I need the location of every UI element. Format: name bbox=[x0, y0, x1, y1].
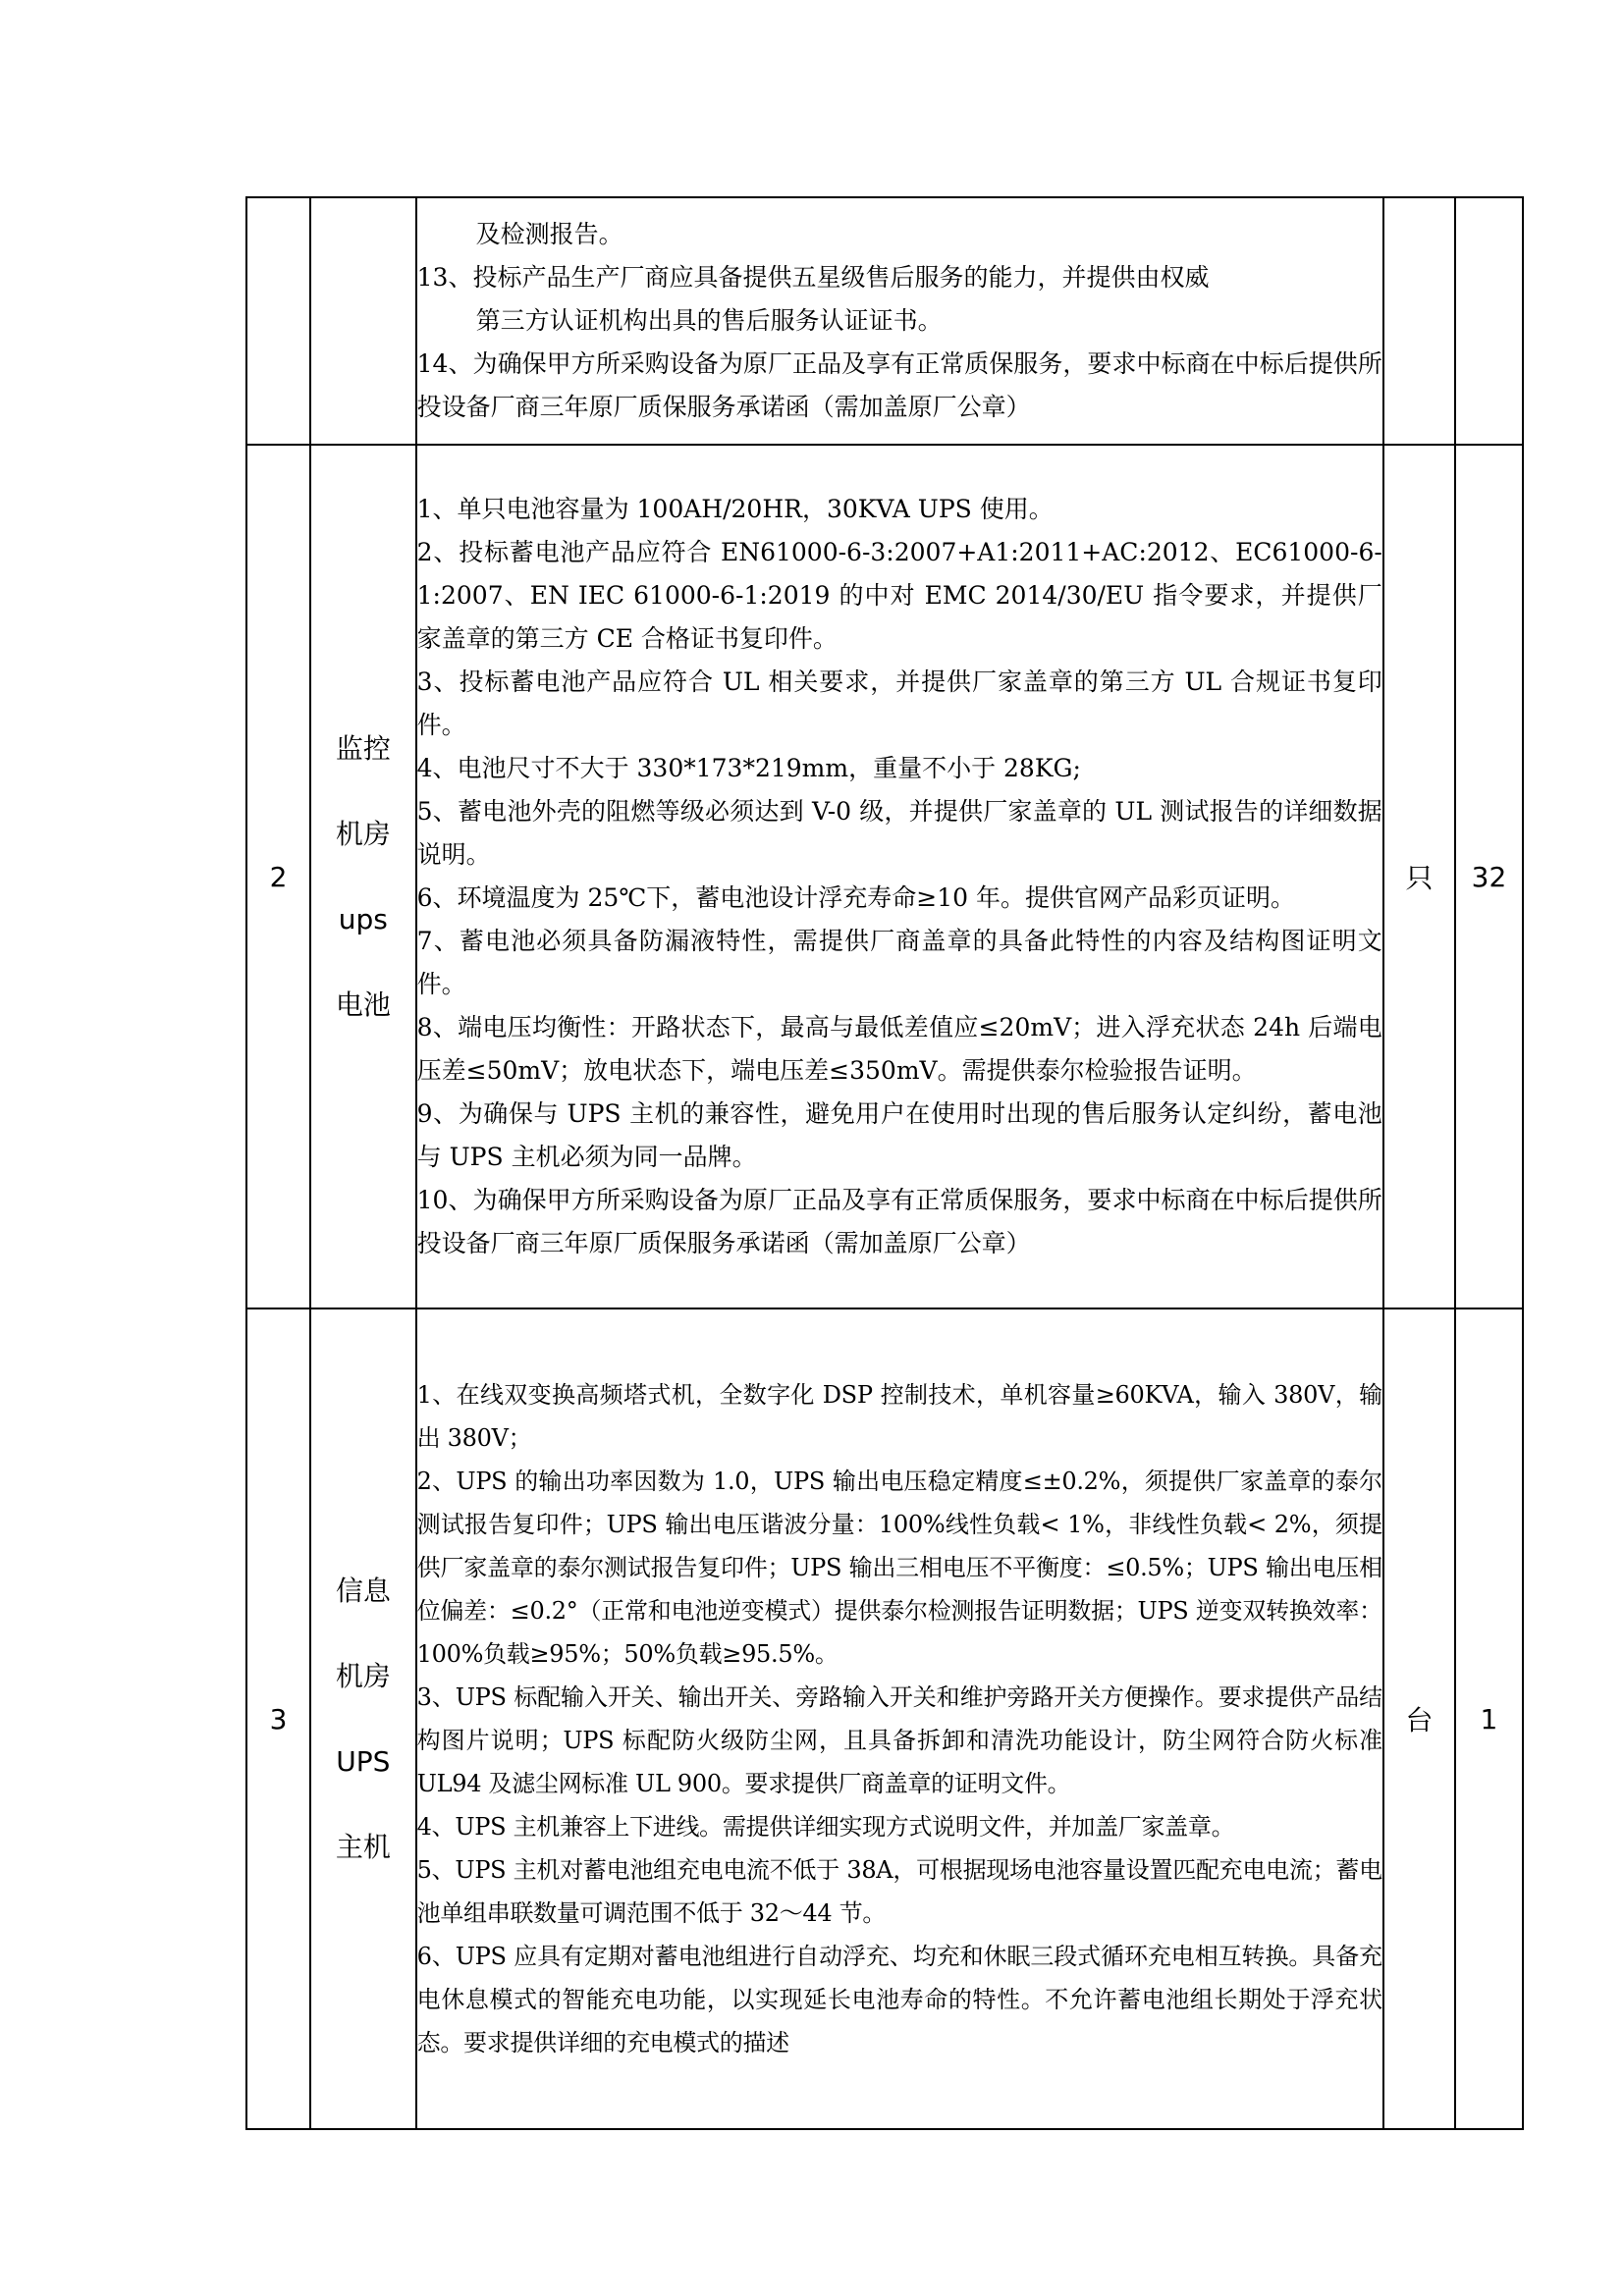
quantity: 32 bbox=[1455, 445, 1523, 1308]
item-name-line: 主机 bbox=[335, 1831, 391, 1863]
requirement-text: 1、在线双变换高频塔式机，全数字化 DSP 控制技术，单机容量≥60KVA，输入 380V，输出 380V； bbox=[416, 1381, 1382, 1452]
requirement-text: 14、为确保甲方所采购设备为原厂正品及享有正常质保服务，要求中标商在中标后提供所投设备厂商三年原厂质保服务承诺函（需加盖原厂公章） bbox=[416, 349, 1382, 421]
table-row bbox=[246, 445, 1523, 1308]
item-name-line: ups bbox=[338, 903, 388, 935]
requirement-text: 5、蓄电池外壳的阻燃等级必须达到 V-0 级，并提供厂家盖章的 UL 测试报告的详细数据说明。 bbox=[416, 797, 1382, 869]
table-row bbox=[246, 197, 1523, 445]
requirements-cell bbox=[416, 445, 1383, 1308]
requirement-text: 7、蓄电池必须具备防漏液特性，需提供厂商盖章的具备此特性的内容及结构图证明文件。 bbox=[416, 927, 1382, 998]
item-name-line: 机房 bbox=[335, 1660, 391, 1692]
requirement-text: 2、投标蓄电池产品应符合 EN61000-6-3:2007+A1:2011+AC:2012、EC61000-6-1:2007、EN IEC 61000-6-1:2019 的中对 EMC 2014/30/EU 指令要求，并提供厂家盖章的第三方 CE 合格证书复印件。 bbox=[416, 538, 1382, 653]
requirement-text: 2、UPS 的输出功率因数为 1.0，UPS 输出电压稳定精度≤±0.2%，须提供厂家盖章的泰尔测试报告复印件；UPS 输出电压谐波分量：100%线性负载< 1%，非线性负载< 2%，须提供厂家盖章的泰尔测试报告复印件；UPS 输出三相电压不平衡度：≤0.5%；UPS 输出电压相位偏差：≤0.2°（正常和电池逆变模式）提供泰尔检测报告证明数据；UPS 逆变双转换效率：100%负载≥95%；50%负载≥95.5%。 bbox=[416, 1468, 1382, 1668]
spec-table bbox=[245, 196, 1524, 2130]
requirements-cell bbox=[416, 1308, 1383, 2129]
requirement-text: 第三方认证机构出具的售后服务认证证书。 bbox=[475, 306, 943, 335]
row-number: 3 bbox=[246, 1308, 310, 2129]
item-name-line: 机房 bbox=[335, 818, 391, 850]
item-name bbox=[310, 1308, 416, 2129]
requirement-text: 3、UPS 标配输入开关、输出开关、旁路输入开关和维护旁路开关方便操作。要求提供产品结构图片说明；UPS 标配防火级防尘网，且具备拆卸和清洗功能设计，防尘网符合防火标准 UL94 及滤尘网标准 UL 900。要求提供厂商盖章的证明文件。 bbox=[416, 1683, 1382, 1797]
unit: 台 bbox=[1383, 1308, 1455, 2129]
requirement-text: 1、单只电池容量为 100AH/20HR，30KVA UPS 使用。 bbox=[416, 495, 1054, 523]
requirement-text: 10、为确保甲方所采购设备为原厂正品及享有正常质保服务，要求中标商在中标后提供所投设备厂商三年原厂质保服务承诺函（需加盖原厂公章） bbox=[416, 1186, 1382, 1257]
row-number bbox=[246, 197, 310, 445]
requirement-text: 13、投标产品生产厂商应具备提供五星级售后服务的能力，并提供由权威 bbox=[416, 263, 1210, 292]
requirement-text: 4、电池尺寸不大于 330*173*219mm，重量不小于 28KG; bbox=[416, 754, 1081, 782]
table-row bbox=[246, 1308, 1523, 2129]
item-name-line: 电池 bbox=[335, 988, 391, 1021]
item-name-line: 监控 bbox=[335, 732, 391, 765]
requirement-text: 6、环境温度为 25℃下，蓄电池设计浮充寿命≥10 年。提供官网产品彩页证明。 bbox=[416, 883, 1295, 912]
quantity: 1 bbox=[1455, 1308, 1523, 2129]
unit: 只 bbox=[1383, 445, 1455, 1308]
item-name bbox=[310, 445, 416, 1308]
requirement-text: 9、为确保与 UPS 主机的兼容性，避免用户在使用时出现的售后服务认定纠纷，蓄电池与 UPS 主机必须为同一品牌。 bbox=[416, 1099, 1382, 1171]
requirement-text: 8、端电压均衡性：开路状态下，最高与最低差值应≤20mV；进入浮充状态 24h 后端电压差≤50mV；放电状态下，端电压差≤350mV。需提供泰尔检验报告证明。 bbox=[416, 1013, 1382, 1085]
requirement-text: 6、UPS 应具有定期对蓄电池组进行自动浮充、均充和休眠三段式循环充电相互转换。具备充电休息模式的智能充电功能，以实现延长电池寿命的特性。不允许蓄电池组长期处于浮充状态。要求提供详细的充电模式的描述 bbox=[416, 1943, 1382, 2056]
requirement-text: 及检测报告。 bbox=[475, 220, 623, 248]
row-number: 2 bbox=[246, 445, 310, 1308]
unit bbox=[1383, 197, 1455, 445]
requirement-text: 4、UPS 主机兼容上下进线。需提供详细实现方式说明文件，并加盖厂家盖章。 bbox=[416, 1813, 1235, 1841]
quantity bbox=[1455, 197, 1523, 445]
item-name bbox=[310, 197, 416, 445]
item-name-line: UPS bbox=[336, 1745, 391, 1778]
requirement-text: 5、UPS 主机对蓄电池组充电电流不低于 38A，可根据现场电池容量设置匹配充电电流；蓄电池单组串联数量可调范围不低于 32～44 节。 bbox=[416, 1856, 1382, 1927]
requirement-text: 3、投标蓄电池产品应符合 UL 相关要求，并提供厂家盖章的第三方 UL 合规证书复印件。 bbox=[416, 667, 1382, 739]
item-name-line: 信息 bbox=[335, 1575, 391, 1607]
requirements-cell bbox=[416, 197, 1383, 445]
